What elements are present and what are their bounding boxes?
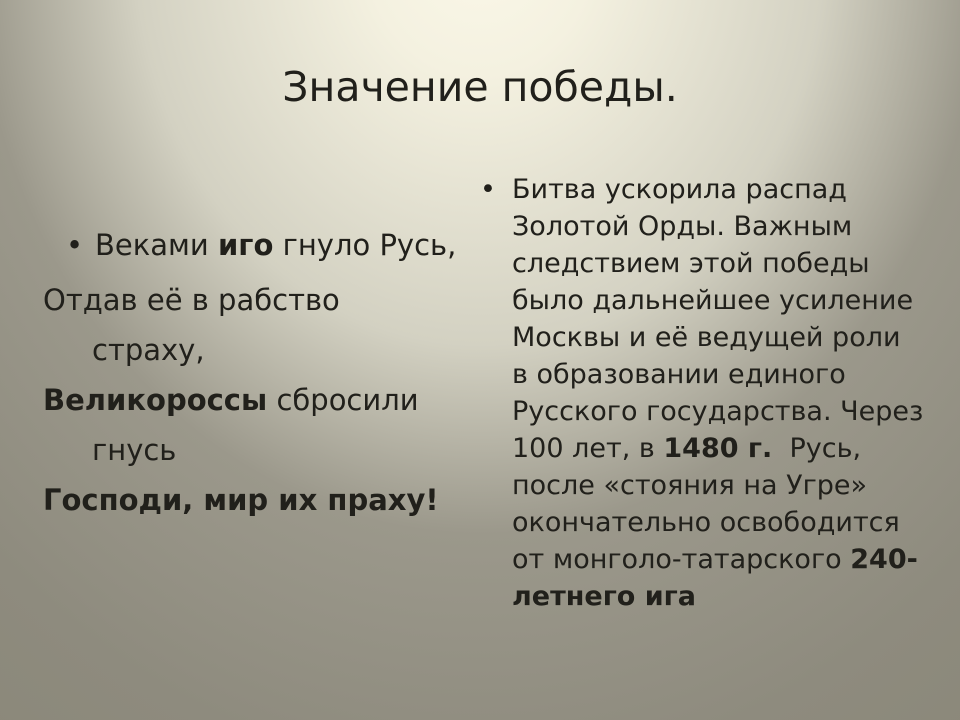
text-line [43, 325, 483, 375]
text-line [478, 171, 943, 208]
text-line [43, 375, 483, 425]
text-run: окончательно освободится [512, 507, 900, 538]
text-run: следствием этой победы [512, 248, 870, 279]
text-run: Веками [95, 228, 218, 262]
text-line [478, 245, 943, 282]
text-run: в образовании единого [512, 359, 846, 390]
text-run: Москвы и её ведущей роли [512, 322, 901, 353]
text-line [43, 220, 483, 270]
text-run: Великороссы [43, 383, 268, 417]
slide-title: Значение победы. [282, 63, 678, 111]
text-line [478, 430, 943, 467]
text-run: Русь, [772, 433, 862, 464]
text-run: 240- [850, 544, 918, 575]
text-run: иго [217, 228, 274, 262]
text-run: летнего ига [512, 581, 697, 612]
left-text-block [43, 220, 483, 525]
right-text-block [478, 171, 943, 615]
text-run: сбросили [267, 383, 419, 417]
text-run: было дальнейшее усиление [512, 285, 914, 316]
bullet-icon: • [66, 228, 84, 262]
text-run: Господи, мир их праху! [43, 483, 439, 517]
text-line [478, 578, 943, 615]
text-line [43, 425, 483, 475]
text-line [478, 541, 943, 578]
text-run: гнусь [92, 433, 177, 467]
text-run: страху, [92, 333, 205, 367]
text-run: 1480 г. [663, 433, 773, 464]
text-run: Русского государства. Через [512, 396, 924, 427]
text-line [478, 282, 943, 319]
text-run: после «стояния на Угре» [512, 470, 868, 501]
text-line [478, 208, 943, 245]
text-line [478, 356, 943, 393]
text-line [43, 475, 483, 525]
text-line [478, 393, 943, 430]
text-run: 100 лет, в [512, 433, 664, 464]
text-run: Отдав её в рабство [43, 283, 340, 317]
bullet-icon: • [480, 174, 496, 205]
text-line [478, 467, 943, 504]
text-line [43, 275, 483, 325]
text-run: от монголо-татарского [512, 544, 851, 575]
text-run: гнуло Русь, [273, 228, 457, 262]
text-run: Золотой Орды. Важным [512, 211, 853, 242]
text-line [478, 319, 943, 356]
text-line [478, 504, 943, 541]
text-run: Битва ускорила распад [512, 174, 847, 205]
